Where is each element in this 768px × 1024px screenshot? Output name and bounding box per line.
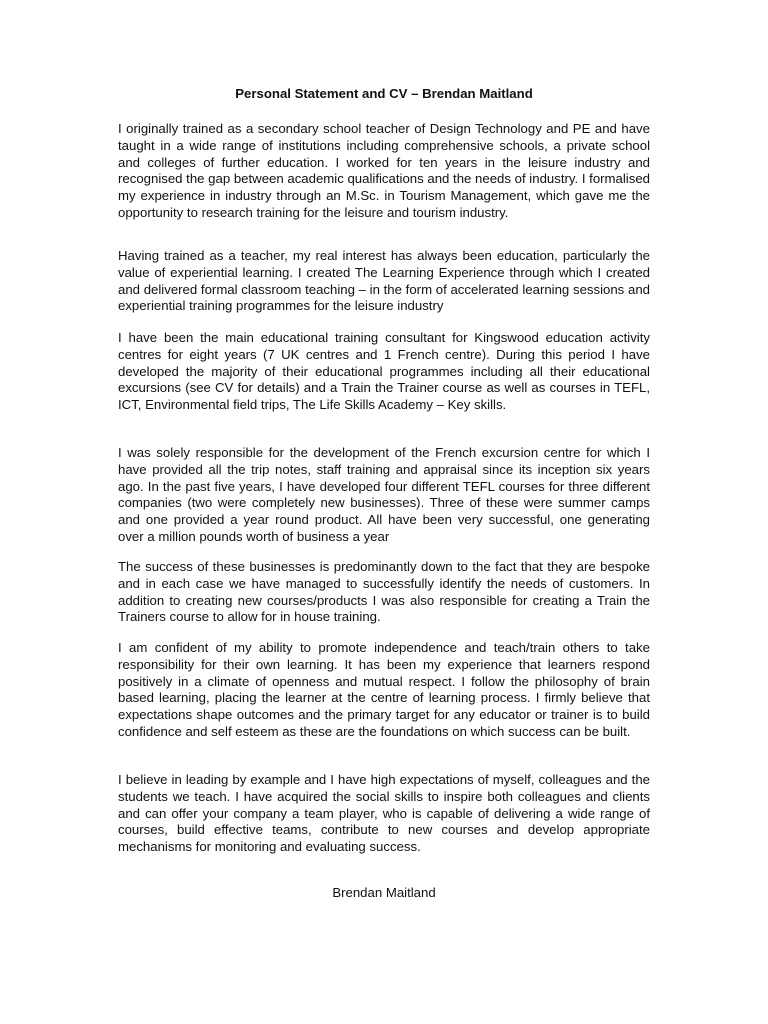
paragraph-leadership: I believe in leading by example and I have high expectations of myself, colleagues and the students we teach. I have acquired the social skills to inspire both colleagues and clients and can offer your company a team player, who is capable of delivering a wide range of courses, build effective teams, contribute to new courses and develop appropriate mechanisms for monitoring and evaluating success. — [118, 772, 650, 855]
paragraph-teaching-philosophy: I am confident of my ability to promote independence and teach/train others to take responsibility for their own learning. It has been my experience that learners respond positively in a climate of openness and mutual respect. I follow the philosophy of brain based learning, placing the learner at the centre of learning process. I firmly believe that expectations shape outcomes and the primary target for any educator or trainer is to build confidence and self esteem as these are the foundations on which success can be built. — [118, 640, 650, 739]
paragraph-kingswood-consultant: I have been the main educational training consultant for Kingswood education activity centres for eight years (7 UK centres and 1 French centre). During this period I have developed the majority of their educational programmes including all their educational excursions (see CV for details) and a Train the Trainer course as well as courses in TEFL, ICT, Environmental field trips, The Life Skills Academy – Key skills. — [118, 330, 650, 413]
paragraph-french-centre: I was solely responsible for the development of the French excursion centre for which I have provided all the trip notes, staff training and appraisal since its inception six years ago. In the past five years, I have developed four different TEFL courses for three different companies (two were completely new businesses). Three of these were summer camps and one provided a year round product. All have been very successful, one generating over a million pounds worth of business a year — [118, 445, 650, 544]
paragraph-background: I originally trained as a secondary school teacher of Design Technology and PE and have taught in a wide range of institutions including comprehensive schools, a private school and colleges of further education. I worked for ten years in the leisure industry and recognised the gap between academic qualifications and the needs of industry. I formalised my experience in industry through an M.Sc. in Tourism Management, which gave me the opportunity to research training for the leisure and tourism industry. — [118, 121, 650, 220]
paragraph-business-success: The success of these businesses is predominantly down to the fact that they are bespoke and in each case we have managed to successfully identify the needs of customers. In addition to creating new courses/products I was also responsible for creating a Train the Trainers course to allow for in house training. — [118, 559, 650, 625]
signature: Brendan Maitland — [332, 885, 436, 900]
paragraph-teaching-interest: Having trained as a teacher, my real interest has always been education, particularly the value of experiential learning. I created The Learning Experience through which I created and delivered formal classroom teaching – in the form of accelerated learning sessions and experiential training programmes for the leisure industry — [118, 248, 650, 314]
page-title: Personal Statement and CV – Brendan Maitland — [235, 86, 533, 101]
